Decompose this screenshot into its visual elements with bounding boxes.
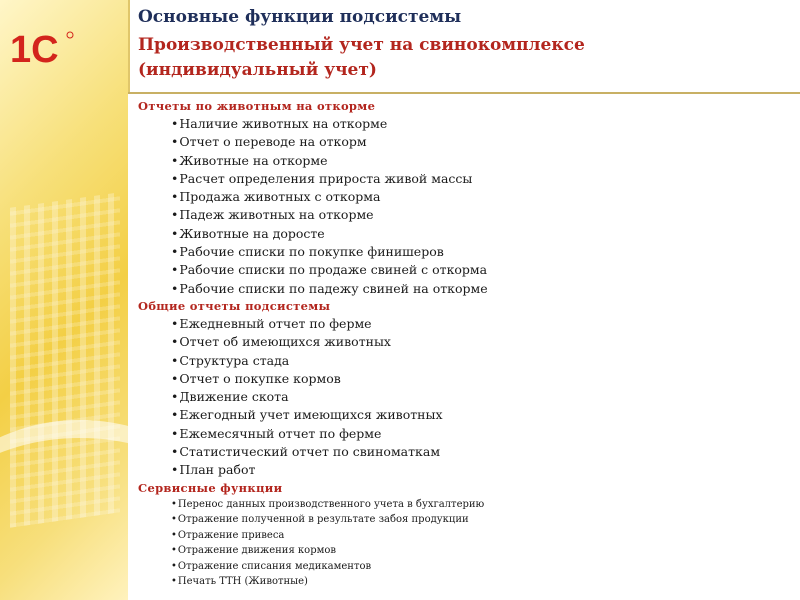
slide-content (138, 98, 793, 590)
list-item: • Движение скота (138, 388, 793, 406)
section-service-functions (138, 480, 793, 590)
slide-subtitle-2: (индивидуальный учет) (138, 60, 377, 80)
slide-title: Основные функции подсистемы (138, 7, 462, 27)
decorative-side-panel (0, 0, 128, 600)
list-item: • Отчет об имеющихся животных (138, 333, 793, 351)
slide-subtitle: Производственный учет на свинокомплексе (138, 35, 585, 55)
list-item: • Статистический отчет по свиноматкам (138, 443, 793, 461)
list-item: • Животные на доросте (138, 225, 793, 243)
list-item: • Отражение движения кормов (138, 543, 793, 559)
list-item: • Отчет о переводе на откорм (138, 133, 793, 151)
section-title: Общие отчеты подсистемы (138, 298, 331, 313)
list-item: • Отражение полученной в результате забоя продукции (138, 512, 793, 528)
section-general-reports (138, 298, 793, 480)
list-item: • Животные на откорме (138, 152, 793, 170)
list-item: • Отражение списания медикаментов (138, 559, 793, 575)
list-item: • Ежегодный учет имеющихся животных (138, 406, 793, 424)
horizontal-divider (128, 92, 800, 94)
section-title: Сервисные функции (138, 480, 283, 495)
list-item: • Рабочие списки по продаже свиней с откорма (138, 261, 793, 279)
list-item: • Отражение привеса (138, 528, 793, 544)
list-item: • Рабочие списки по падежу свиней на откорме (138, 280, 793, 298)
list-item: • Расчет определения прироста живой массы (138, 170, 793, 188)
logo-text: 1С (10, 29, 59, 68)
slide-header (138, 0, 793, 92)
list-item: • Структура стада (138, 352, 793, 370)
list-item: • Печать ТТН (Животные) (138, 574, 793, 590)
section-title: Отчеты по животным на откорме (138, 99, 376, 113)
list-item: • Продажа животных с откорма (138, 188, 793, 206)
list-item: • Отчет о покупке кормов (138, 370, 793, 388)
list-item: • План работ (138, 461, 793, 479)
list-item: • Ежедневный отчет по ферме (138, 315, 793, 333)
list-item: • Ежемесячный отчет по ферме (138, 425, 793, 443)
vertical-divider (128, 0, 130, 92)
list-item: • Падеж животных на откорме (138, 206, 793, 224)
list-item: • Перенос данных производственного учета в бухгалтерию (138, 497, 793, 513)
list-item: • Рабочие списки по покупке финишеров (138, 243, 793, 261)
section-fattening-reports (138, 98, 793, 298)
registered-mark-icon (67, 32, 73, 38)
1c-logo (8, 26, 78, 68)
decorative-swoosh (0, 420, 128, 600)
list-item: • Наличие животных на откорме (138, 115, 793, 133)
